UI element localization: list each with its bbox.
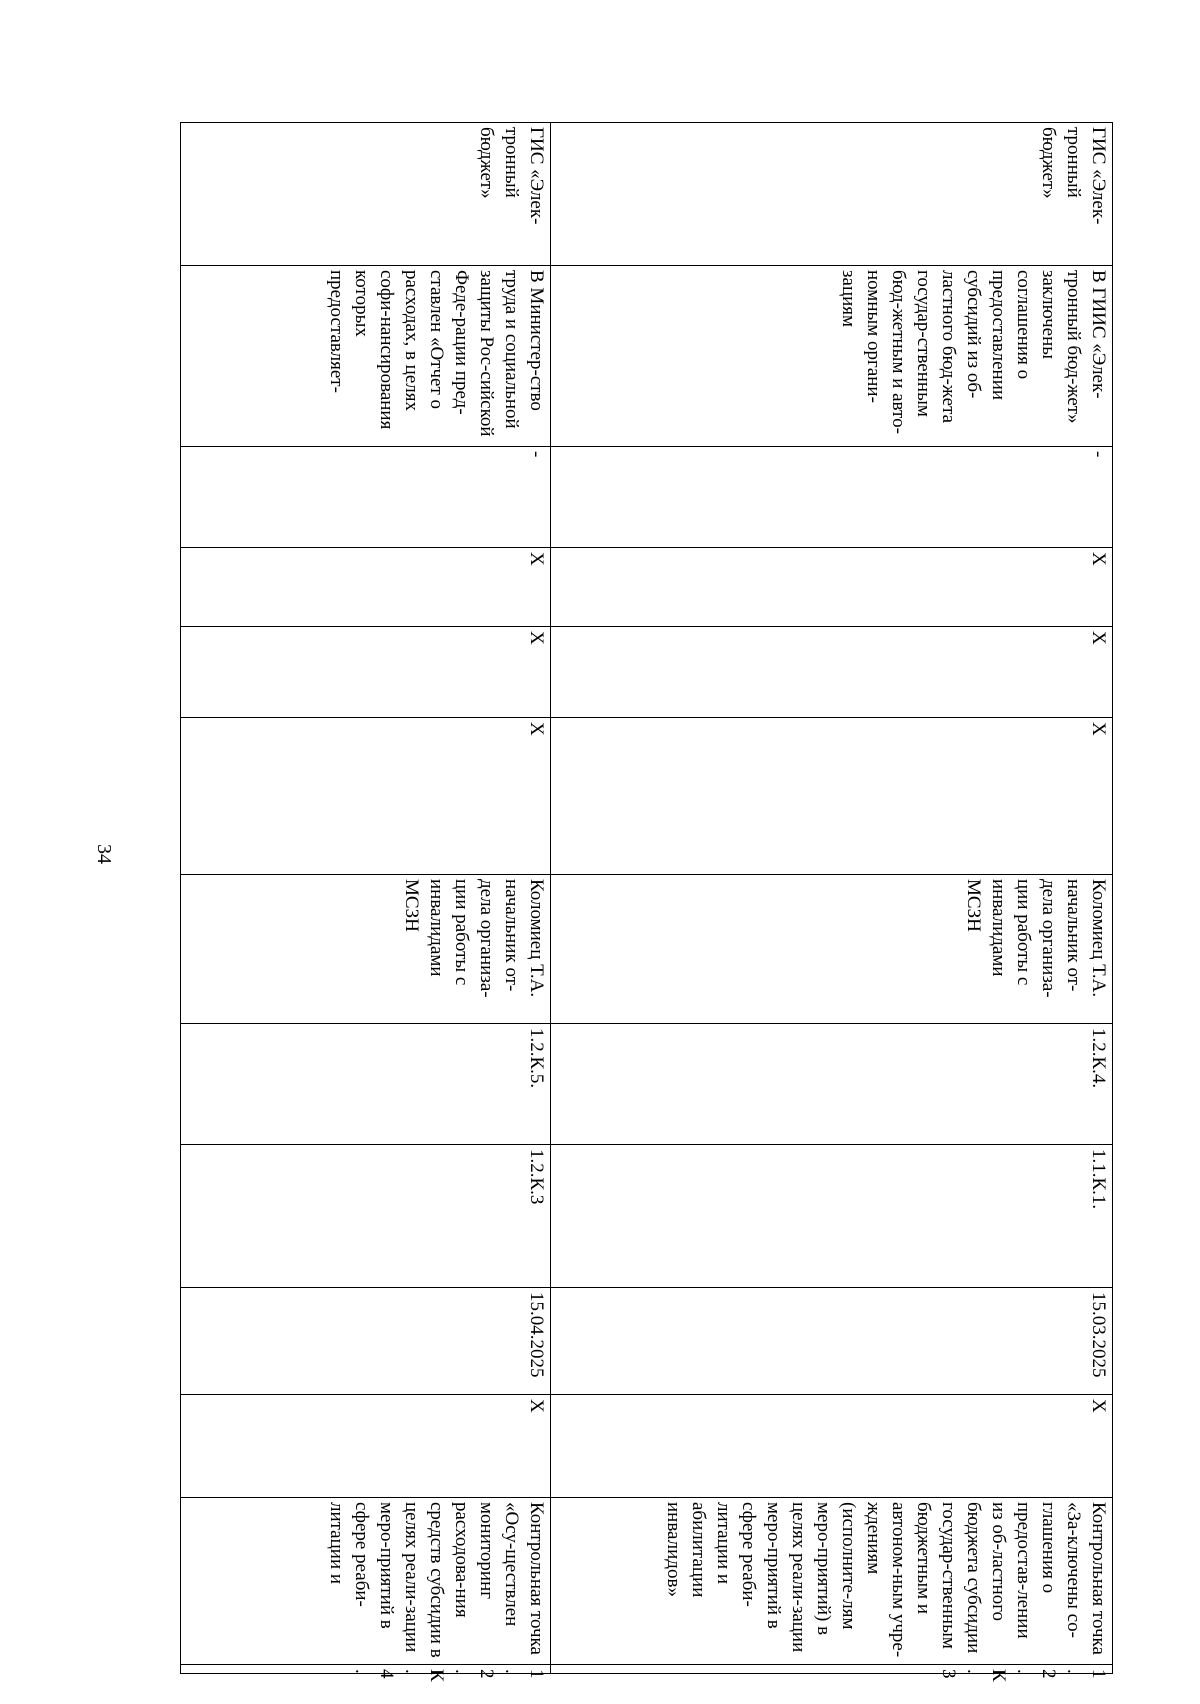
cell-mark: X bbox=[551, 1395, 1113, 1498]
cell-mark: X bbox=[551, 718, 1113, 875]
cell-mark: X bbox=[181, 627, 551, 718]
cell-control-point-name: Контрольная точка «Осу-ществлен мониторинг расходова-ния средств субсидии в целях реали-зации меро-приятий в сфере реаби-литации и bbox=[181, 1498, 551, 1665]
table-row bbox=[181, 123, 551, 1674]
cell-information-system: ГИС «Элек-тронный бюджет» bbox=[551, 123, 1113, 266]
page-number: 34 bbox=[93, 844, 115, 864]
cell-row-number: 1.2.К. 4. bbox=[181, 1665, 551, 1674]
cell-result: В ГИИС «Элек-тронный бюд-жет» заключены соглашения о предоставлении субсидий из об-ластного бюд-жета государ-ственным бюд-жетным и авто-номным органи-зациям bbox=[551, 266, 1113, 447]
cell-information-system: ГИС «Элек-тронный бюджет» bbox=[181, 123, 551, 266]
cell-dash: - bbox=[551, 447, 1113, 548]
cell-row-number: 1.2.К. 3 bbox=[551, 1665, 1113, 1674]
cell-mark: X bbox=[181, 1395, 551, 1498]
cell-responsible: Коломиец Т.А. начальник от-дела организа-ции работы с инвалидами МСЗН bbox=[551, 875, 1113, 1024]
cell-mark: X bbox=[181, 718, 551, 875]
cell-control-point-name: Контрольная точка «За-ключены со-глашения о предостав-лении из об-ластного бюджета субсидии государ-ственным бюджетным и автоном-ным учре-ждениям (исполните-лям меро-приятий) в целях реали-зации меро-приятий в сфере реаби-литации и абилитации инвалидов» bbox=[551, 1498, 1113, 1665]
cell-mark: X bbox=[551, 548, 1113, 627]
cell-responsible: Коломиец Т.А. начальник от-дела организа-ции работы с инвалидами МСЗН bbox=[181, 875, 551, 1024]
control-points-table bbox=[180, 122, 1113, 1682]
cell-successor-code: 1.2.К.5. bbox=[181, 1024, 551, 1145]
cell-predecessor-code: 1.1.К.1. bbox=[551, 1145, 1113, 1288]
cell-date: 15.03.2025 bbox=[551, 1288, 1113, 1395]
cell-predecessor-code: 1.2.К.3 bbox=[181, 1145, 551, 1288]
cell-mark: X bbox=[551, 627, 1113, 718]
cell-dash: - bbox=[181, 447, 551, 548]
cell-date: 15.04.2025 bbox=[181, 1288, 551, 1395]
table-row bbox=[551, 123, 1113, 1674]
cell-result: В Министер-ство труда и социальной защиты Рос-сийской Феде-рации пред-ставлен «Отчет о расходах, в целях софи-нансирования которых предоставляет- bbox=[181, 266, 551, 447]
table-rotated-wrapper bbox=[181, 122, 1113, 1682]
cell-mark: X bbox=[181, 548, 551, 627]
cell-successor-code: 1.2.К.4. bbox=[551, 1024, 1113, 1145]
